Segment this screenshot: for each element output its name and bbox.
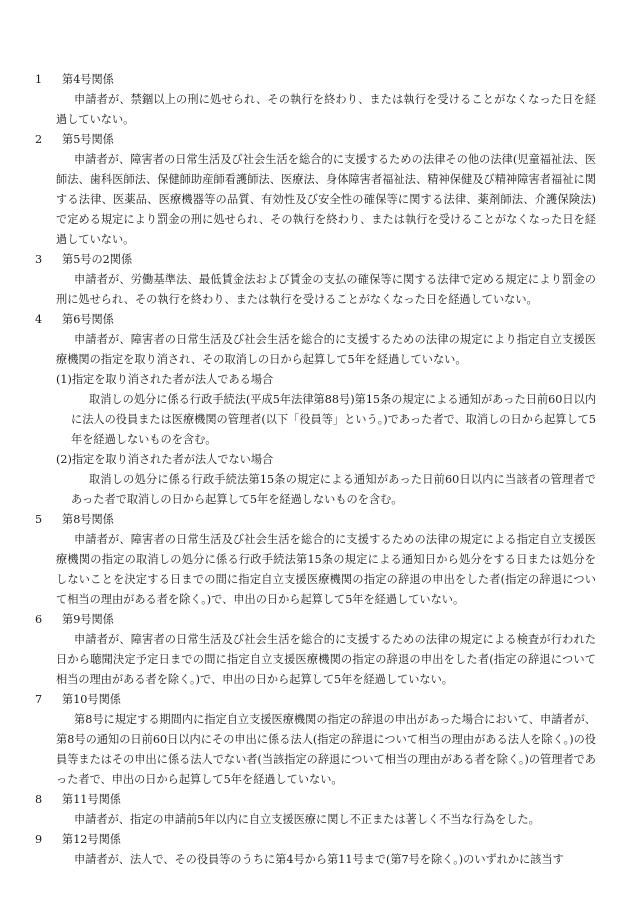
clause-body: 申請者が、障害者の日常生活及び社会生活を総合的に支援するための法律の規定により指定自立支援医療機関の指定を取り消され、その取消しの日から起算して5年を経過していない。 xyxy=(56,333,596,366)
clause-title: 第6号関係 xyxy=(62,313,114,326)
clause-body: 申請者が、労働基準法、最低賃金法および賃金の支払の確保等に関する法律で定める規定により罰金の刑に処せられ、その執行を終わり、または執行を受けることがなくなった日を経過していない。 xyxy=(56,273,596,306)
clause-title: 第9号関係 xyxy=(62,613,114,626)
clause-title: 第4号関係 xyxy=(62,73,114,86)
clause-number: 2 xyxy=(35,133,43,146)
clause-2 xyxy=(34,130,596,250)
clause-body: 申請者が、障害者の日常生活及び社会生活を総合的に支援するための法律の規定による指定自立支援医療機関の指定の取消しの処分に係る行政手続法第15条の規定による通知日から処分をする日または処分をしないことを決定する日までの間に指定自立支援医療機関の指定の辞退の申出をした者(指定の辞退について相当の理由がある者を除く。)で、申出の日から起算して5年を経過していない。 xyxy=(56,533,596,606)
subclause-body: 取消しの処分に係る行政手続法第15条の規定による通知があった日前60日以内に当該者の管理者であった者で取消しの日から起算して5年を経過しないものを含む。 xyxy=(71,473,596,506)
clause-4 xyxy=(34,310,596,510)
subclause-heading: (2)指定を取り消された者が法人でない場合 xyxy=(56,453,274,466)
clause-number: 4 xyxy=(35,313,43,326)
clause-title: 第10号関係 xyxy=(62,693,121,706)
clause-8 xyxy=(34,790,596,830)
clause-number: 3 xyxy=(35,253,43,266)
clause-5 xyxy=(34,510,596,610)
clause-title: 第11号関係 xyxy=(62,793,121,806)
subclause-heading: (1)指定を取り消された者が法人である場合 xyxy=(56,373,274,386)
clause-body: 申請者が、指定の申請前5年以内に自立支援医療に関し不正または著しく不当な行為をした。 xyxy=(74,813,540,826)
clause-heading xyxy=(34,310,596,330)
clause-title: 第5号関係 xyxy=(62,133,114,146)
clause-heading xyxy=(34,130,596,150)
subclause-body: 取消しの処分に係る行政手続法(平成5年法律第88号)第15条の規定による通知があった日前60日以内に法人の役員または医療機関の管理者(以下「役員等」という。)であった者で、取消しの日から起算して5年を経過しないものを含む。 xyxy=(71,393,596,446)
clause-number: 5 xyxy=(35,513,43,526)
clause-1 xyxy=(34,70,596,130)
clause-heading xyxy=(34,70,596,90)
clause-3 xyxy=(34,250,596,310)
clause-heading xyxy=(34,790,596,810)
clause-number: 8 xyxy=(35,793,43,806)
clause-6 xyxy=(34,610,596,690)
clause-title: 第8号関係 xyxy=(62,513,114,526)
clause-body: 第8号に規定する期間内に指定自立支援医療機関の指定の辞退の申出があった場合において、申請者が、第8号の通知の日前60日以内にその申出に係る法人(指定の辞退について相当の理由がある法人を除く。)の役員等またはその申出に係る法人でない者(当該指定の辞退について相当の理由がある者を除く。)の管理者であった者で、申出の日から起算して5年を経過していない。 xyxy=(56,713,596,786)
clause-9 xyxy=(34,830,596,870)
clause-number: 1 xyxy=(35,73,43,86)
clause-body: 申請者が、障害者の日常生活及び社会生活を総合的に支援するための法律の規定による検査が行われた日から聴聞決定予定日までの間に指定自立支援医療機関の指定の辞退の申出をした者(指定の辞退について相当の理由がある者を除く。)で、申出の日から起算して5年を経過していない。 xyxy=(56,633,596,686)
clause-title: 第12号関係 xyxy=(62,833,121,846)
clause-body: 申請者が、禁錮以上の刑に処せられ、その執行を終わり、または執行を受けることがなくなった日を経過していない。 xyxy=(56,93,596,126)
clause-heading xyxy=(34,610,596,630)
clause-heading xyxy=(34,250,596,270)
clause-title: 第5号の2関係 xyxy=(62,253,133,266)
clause-7 xyxy=(34,690,596,790)
clause-heading xyxy=(34,690,596,710)
clause-heading xyxy=(34,830,596,850)
clause-number: 6 xyxy=(35,613,43,626)
clause-body: 申請者が、法人で、その役員等のうちに第4号から第11号まで(第7号を除く。)のいずれかに該当す xyxy=(74,853,564,866)
clause-number: 9 xyxy=(35,833,43,846)
clause-number: 7 xyxy=(35,693,43,706)
clause-heading xyxy=(34,510,596,530)
clause-body: 申請者が、障害者の日常生活及び社会生活を総合的に支援するための法律その他の法律(児童福祉法、医師法、歯科医師法、保健師助産師看護師法、医療法、身体障害者福祉法、精神保健及び精神障害者福祉に関する法律、医薬品、医療機器等の品質、有効性及び安全性の確保等に関する法律、薬剤師法、介護保険法)で定める規定により罰金の刑に処せられ、その執行を終わり、または執行を受けることがなくなった日を経過していない。 xyxy=(56,153,596,246)
